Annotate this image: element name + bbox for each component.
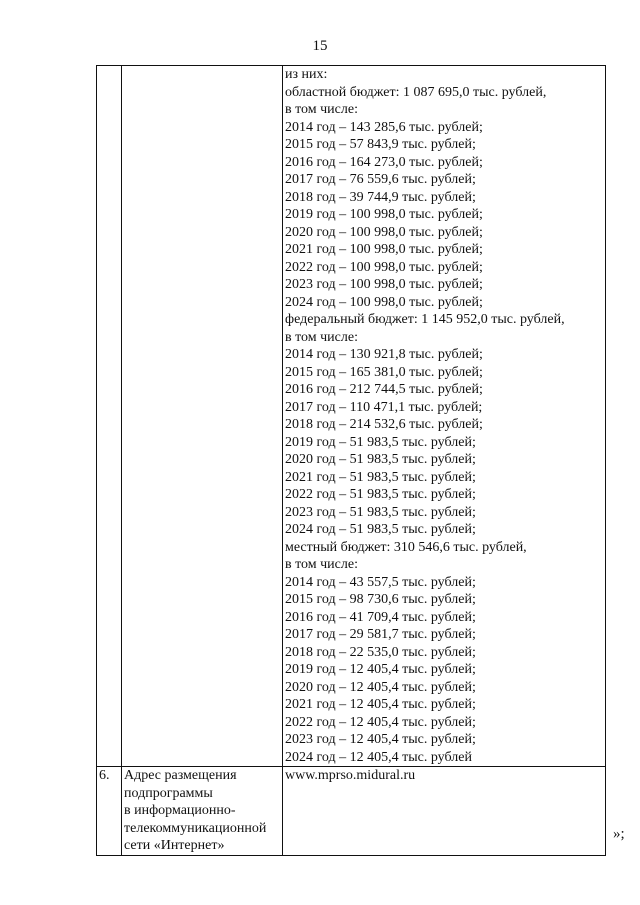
funding-line: 2024 год – 100 998,0 тыс. рублей; [285,294,483,310]
funding-line: 2024 год – 51 983,5 тыс. рублей; [285,522,476,537]
funding-line: 2018 год – 22 535,0 тыс. рублей; [285,644,476,660]
funding-line: 2020 год – 100 998,0 тыс. рублей; [285,224,483,240]
row-number-cell [97,66,122,767]
row-label-line: телекоммуникационной [124,820,267,836]
funding-line: 2017 год – 29 581,7 тыс. рублей; [285,627,476,642]
funding-line: 2016 год – 164 273,0 тыс. рублей; [285,154,483,170]
funding-line: 2023 год – 12 405,4 тыс. рублей; [285,732,476,747]
funding-line: 2019 год – 12 405,4 тыс. рублей; [285,662,476,677]
funding-line: 2023 год – 51 983,5 тыс. рублей; [285,504,476,520]
funding-breakdown-cell [283,66,606,767]
funding-line: местный бюджет: 310 546,6 тыс. рублей, [285,539,527,555]
funding-line: 2015 год – 57 843,9 тыс. рублей; [285,137,476,152]
funding-line: 2014 год – 130 921,8 тыс. рублей; [285,347,483,362]
funding-line: в том числе: [285,557,358,572]
program-passport-table [96,65,606,856]
funding-line: 2014 год – 143 285,6 тыс. рублей; [285,119,483,135]
funding-line: федеральный бюджет: 1 145 952,0 тыс. рублей, [285,312,565,327]
funding-line: 2024 год – 12 405,4 тыс. рублей [285,749,472,765]
page-number: 15 [312,38,328,54]
funding-line: областной бюджет: 1 087 695,0 тыс. рублей, [285,84,547,100]
funding-line: 2015 год – 98 730,6 тыс. рублей; [285,592,476,607]
funding-line: 2022 год – 51 983,5 тыс. рублей; [285,487,476,502]
funding-line: 2021 год – 51 983,5 тыс. рублей; [285,469,476,485]
funding-line: 2016 год – 212 744,5 тыс. рублей; [285,382,483,397]
funding-line: 2020 год – 51 983,5 тыс. рублей; [285,452,476,467]
funding-line: 2019 год – 51 983,5 тыс. рублей; [285,434,476,450]
funding-line: 2021 год – 12 405,4 тыс. рублей; [285,697,476,712]
closing-quote-mark: »; [613,826,625,842]
funding-line: 2023 год – 100 998,0 тыс. рублей; [285,277,483,292]
table-row [97,66,606,767]
funding-line: из них: [285,67,328,82]
funding-line: 2022 год – 100 998,0 тыс. рублей; [285,259,483,275]
row-label-cell [122,66,283,767]
funding-line: 2022 год – 12 405,4 тыс. рублей; [285,714,476,730]
funding-line: 2018 год – 39 744,9 тыс. рублей; [285,189,476,205]
funding-line: 2014 год – 43 557,5 тыс. рублей; [285,574,476,590]
funding-line: в том числе: [285,329,358,345]
funding-line: 2019 год – 100 998,0 тыс. рублей; [285,207,483,222]
row-label-cell [122,767,283,856]
funding-line: 2017 год – 110 471,1 тыс. рублей; [285,399,483,415]
row-label-line: сети «Интернет» [124,838,225,853]
row-label-line: подпрограммы [124,785,213,801]
funding-line: 2018 год – 214 532,6 тыс. рублей; [285,417,483,432]
funding-line: 2020 год – 12 405,4 тыс. рублей; [285,679,476,695]
funding-line: в том числе: [285,102,358,117]
funding-line: 2015 год – 165 381,0 тыс. рублей; [285,364,483,380]
funding-line: 2016 год – 41 709,4 тыс. рублей; [285,609,476,625]
funding-line: 2017 год – 76 559,6 тыс. рублей; [285,172,476,187]
row-number-cell [97,767,122,856]
table-row [97,767,606,856]
internet-address: www.mprso.midural.ru [285,768,416,783]
row-label-line: в информационно- [124,803,236,818]
row-label-line: Адрес размещения [124,768,237,783]
funding-line: 2021 год – 100 998,0 тыс. рублей; [285,242,483,257]
row-value-cell [283,767,606,856]
row-number: 6. [99,768,110,783]
